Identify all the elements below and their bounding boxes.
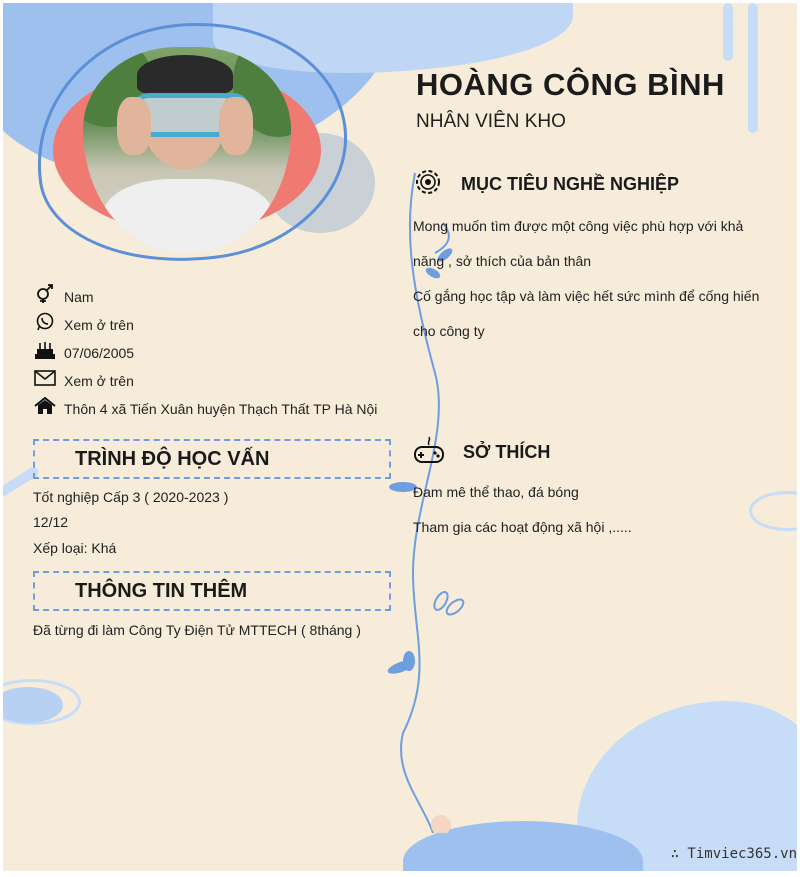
gender-icon	[33, 284, 57, 304]
extra-info-text: Đã từng đi làm Công Ty Điện Tử MTTECH ( 8tháng )	[33, 622, 361, 638]
education-line: Xếp loại: Khá	[33, 540, 117, 556]
contact-gender	[33, 284, 374, 310]
section-title: THÔNG TIN THÊM	[75, 579, 248, 602]
extra-info-section-header	[33, 571, 391, 611]
hobby-line: Tham gia các hoạt động xã hội ,.....	[413, 519, 632, 535]
contact-text: Thôn 4 xã Tiến Xuân huyện Thạch Thất TP Hà Nội	[64, 401, 378, 417]
home-icon	[33, 396, 57, 416]
watermark	[671, 846, 797, 862]
hobbies-section-header	[413, 435, 550, 470]
gamepad-icon	[413, 435, 445, 470]
objective-section-header	[413, 167, 679, 202]
whatsapp-icon	[33, 312, 57, 332]
contact-text: 07/06/2005	[64, 345, 135, 361]
gears-icon	[413, 167, 443, 202]
logo-icon: ∴	[670, 846, 688, 862]
contact-birthday	[33, 340, 374, 366]
contact-text: Nam	[64, 289, 94, 305]
contact-phone	[33, 312, 374, 338]
birthday-cake-icon	[33, 340, 57, 360]
education-line: 12/12	[33, 514, 69, 530]
decor-stripe	[748, 3, 758, 133]
objective-line: Cố gắng học tập và làm việc hết sức mình để cống hiến cho công ty	[413, 288, 760, 339]
candidate-name: HOÀNG CÔNG BÌNH	[416, 67, 725, 102]
objective-text	[413, 209, 765, 349]
envelope-icon	[33, 368, 57, 388]
contact-address	[33, 396, 384, 422]
profile-photo-frame	[35, 23, 345, 261]
education-section-header	[33, 439, 391, 479]
hobby-line: Đam mê thể thao, đá bóng	[413, 484, 579, 500]
cv-page	[3, 3, 797, 871]
section-title: MỤC TIÊU NGHỀ NGHIỆP	[461, 174, 680, 194]
contact-text: Xem ở trên	[64, 373, 134, 389]
watermark-text: Timviec365.vn	[687, 846, 797, 862]
profile-photo	[83, 47, 291, 253]
hobbies-text	[413, 475, 765, 545]
contact-email	[33, 368, 374, 394]
section-title: TRÌNH ĐỘ HỌC VẤN	[75, 447, 270, 470]
job-title: NHÂN VIÊN KHO	[416, 111, 566, 132]
section-title: SỞ THÍCH	[463, 442, 551, 462]
contact-text: Xem ở trên	[64, 317, 134, 333]
education-line: Tốt nghiệp Cấp 3 ( 2020-2023 )	[33, 489, 229, 505]
decor-stripe	[723, 3, 733, 61]
objective-line: Mong muốn tìm được một công việc phù hợp với khả năng , sở thích của bản thân	[413, 218, 744, 269]
